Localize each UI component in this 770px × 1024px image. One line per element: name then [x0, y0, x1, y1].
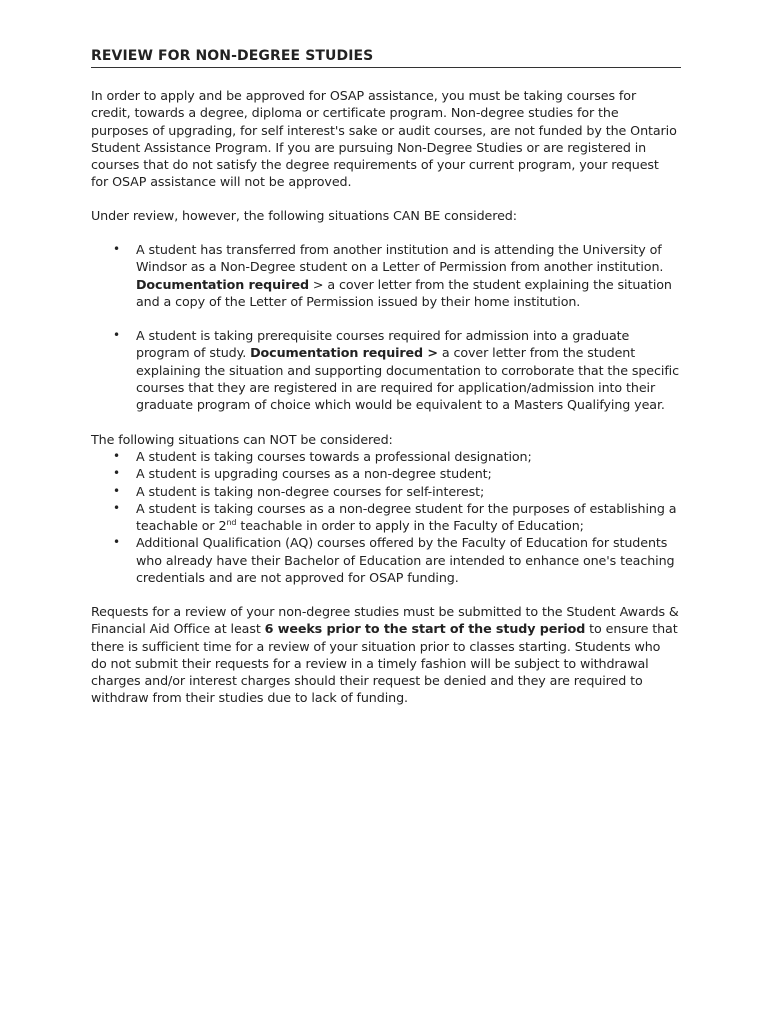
list-item: • A student is taking courses as a non-degree student for the purposes of establishing a teachable or 2nd teachable in order to apply in the Faculty of Education; [113, 500, 677, 534]
bullet-icon: • [113, 242, 120, 256]
list-item: • A student is taking courses towards a professional designation; [113, 449, 532, 464]
bullet-icon: • [113, 466, 120, 481]
bullet-icon: • [113, 535, 120, 550]
not-considered-list [91, 448, 681, 586]
bullet-icon: • [113, 449, 120, 463]
intro-paragraph: In order to apply and be approved for OSAP assistance, you must be taking courses for credit, towards a degree, diploma or certificate program. Non-degree studies for the purposes of upgrading, for self interest's sake or audit courses, are not funded by the Ontario Student Assistance Program. If you are pursuing Non-Degree Studies or are registered in courses that do not satisfy the degree requirements of your current program, your request for OSAP assistance will not be approved. [91, 88, 677, 190]
page-title: REVIEW FOR NON-DEGREE STUDIES [91, 48, 681, 68]
list-item: • A student is taking non-degree courses for self-interest; [113, 483, 485, 499]
list-item: • Additional Qualification (AQ) courses offered by the Faculty of Education for students who already have their Bachelor of Education are intended to enhance one's teaching credentials and are not approved for OSAP funding. [113, 535, 675, 586]
list-item: • A student has transferred from another institution and is attending the University of Windsor as a Non-Degree student on a Letter of Permission from another institution. Documentation required > a cover letter from the student explaining the situation and a copy of the Letter of Permission issued by their home institution. [113, 242, 672, 309]
list-spacer [91, 310, 681, 327]
not-considered-intro: The following situations can NOT be considered: [91, 432, 393, 447]
bullet-icon: • [113, 328, 120, 343]
considered-list [91, 241, 681, 414]
list-item: • A student is upgrading courses as a non-degree student; [113, 466, 492, 482]
bullet-icon: • [113, 500, 120, 515]
list-item: • A student is taking prerequisite courses required for admission into a graduate program of study. Documentation required > a cover letter from the student explaining the situation and supporting documentation to corroborate that the specific courses that they are registered in are required for application/admission into their graduate program of choice which would be equivalent to a Masters Qualifying year. [113, 328, 679, 413]
closing-paragraph: Requests for a review of your non-degree studies must be submitted to the Student Awards & Financial Aid Office at least 6 weeks prior to the start of the study period to ensure that there is sufficient time for a review of your situation prior to classes starting. Students who do not submit their requests for a review in a timely fashion will be subject to withdrawal charges and/or interest charges should their request be denied and they are required to withdraw from their studies due to lack of funding. [91, 604, 679, 706]
bullet-icon: • [113, 483, 120, 498]
review-intro: Under review, however, the following situations CAN BE considered: [91, 208, 517, 223]
